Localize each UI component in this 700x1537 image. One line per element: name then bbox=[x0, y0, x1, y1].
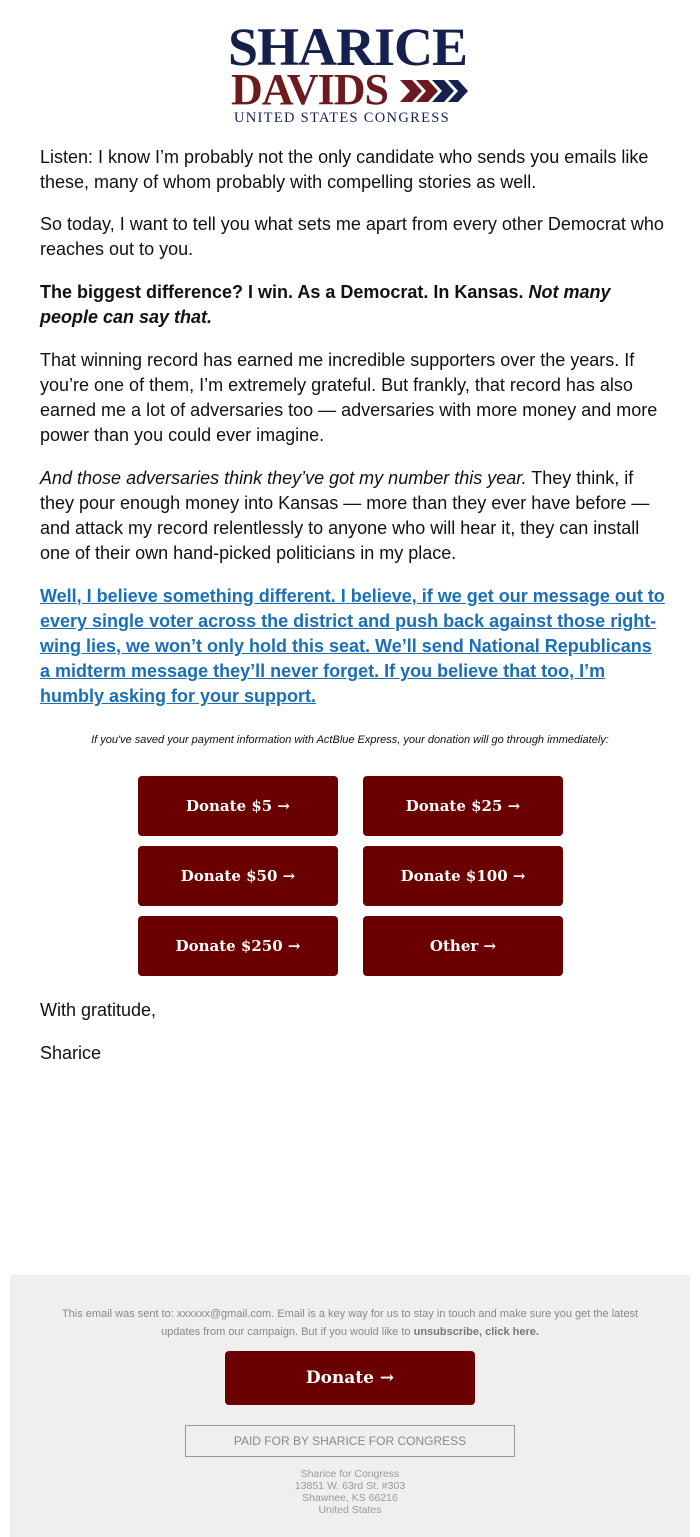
paragraph-difference bbox=[40, 280, 665, 330]
adversaries-text: They think, if they pour enough money into Kansas — more than they ever have before — and attack my record relentlessly to anyone who will hear it, they can install one of their own hand-picked politicians in my place. bbox=[40, 468, 650, 563]
donate-5-button[interactable]: Donate $5 → bbox=[138, 776, 338, 836]
paragraph-record: That winning record has earned me incredible supporters over the years. If you’re one of them, I’m extremely grateful. But frankly, that record has also earned me a lot of adversaries too — adversaries with more money and more power than you could ever imagine. bbox=[40, 350, 658, 445]
signature-name: Sharice bbox=[40, 1043, 102, 1063]
donate-100-button[interactable]: Donate $100 → bbox=[363, 846, 563, 906]
closing-text: With gratitude, bbox=[40, 1000, 157, 1020]
support-link[interactable]: Well, I believe something different. I believe, if we get our message out to every single voter across the district and push back against those right-wing lies, we won’t only hold this seat. We’ll send National Republicans a midterm message they’ll never forget. If you believe that too, I’m humbly asking for your support. bbox=[40, 586, 665, 706]
paragraph-intro: Listen: I know I’m probably not the only candidate who sends you emails like these, many of whom probably with compelling stories as well. bbox=[40, 147, 649, 192]
footer-notice bbox=[50, 1305, 650, 1341]
donate-other-button[interactable]: Other → bbox=[363, 916, 563, 976]
donate-50-button[interactable]: Donate $50 → bbox=[138, 846, 338, 906]
difference-emphasis: Not many people can say that. bbox=[40, 282, 611, 327]
paragraph-today: So today, I want to tell you what sets me apart from every other Democrat who reaches out to you. bbox=[40, 214, 664, 259]
actblue-note: If you've saved your payment information with ActBlue Express, your donation will go through immediately: bbox=[91, 734, 609, 746]
donate-250-button[interactable]: Donate $250 → bbox=[138, 916, 338, 976]
paid-for-disclaimer: PAID FOR BY SHARICE FOR CONGRESS bbox=[185, 1425, 515, 1457]
logo-last-name: DAVIDS bbox=[231, 65, 389, 114]
unsubscribe-link[interactable]: unsubscribe, click here. bbox=[413, 1326, 539, 1338]
address-line: 13851 W. 63rd St. #303 bbox=[294, 1480, 406, 1492]
campaign-logo bbox=[0, 18, 700, 128]
difference-text: The biggest difference? I win. As a Democrat. In Kansas. bbox=[40, 282, 529, 302]
footer-donate-button[interactable]: Donate → bbox=[225, 1351, 475, 1405]
chevron-arrows-icon bbox=[400, 78, 472, 104]
email-footer bbox=[10, 1275, 690, 1537]
logo-first-name: SHARICE bbox=[228, 17, 468, 77]
address-line: Shawnee, KS 66216 bbox=[302, 1492, 398, 1504]
adversaries-emphasis: And those adversaries think they’ve got my number this year. bbox=[40, 468, 527, 488]
logo-tagline: UNITED STATES CONGRESS bbox=[234, 110, 450, 126]
mailing-address bbox=[10, 1468, 690, 1516]
paragraph-appeal bbox=[40, 584, 665, 709]
address-line: Sharice for Congress bbox=[300, 1468, 400, 1480]
paragraph-adversaries bbox=[40, 466, 665, 566]
address-line: United States bbox=[318, 1504, 382, 1516]
donate-25-button[interactable]: Donate $25 → bbox=[363, 776, 563, 836]
footer-sent-text: This email was sent to: xxxxxx@gmail.com. Email is a key way for us to stay in touch and make sure you get the latest updates from our campaign. But if you would like to bbox=[61, 1308, 639, 1338]
